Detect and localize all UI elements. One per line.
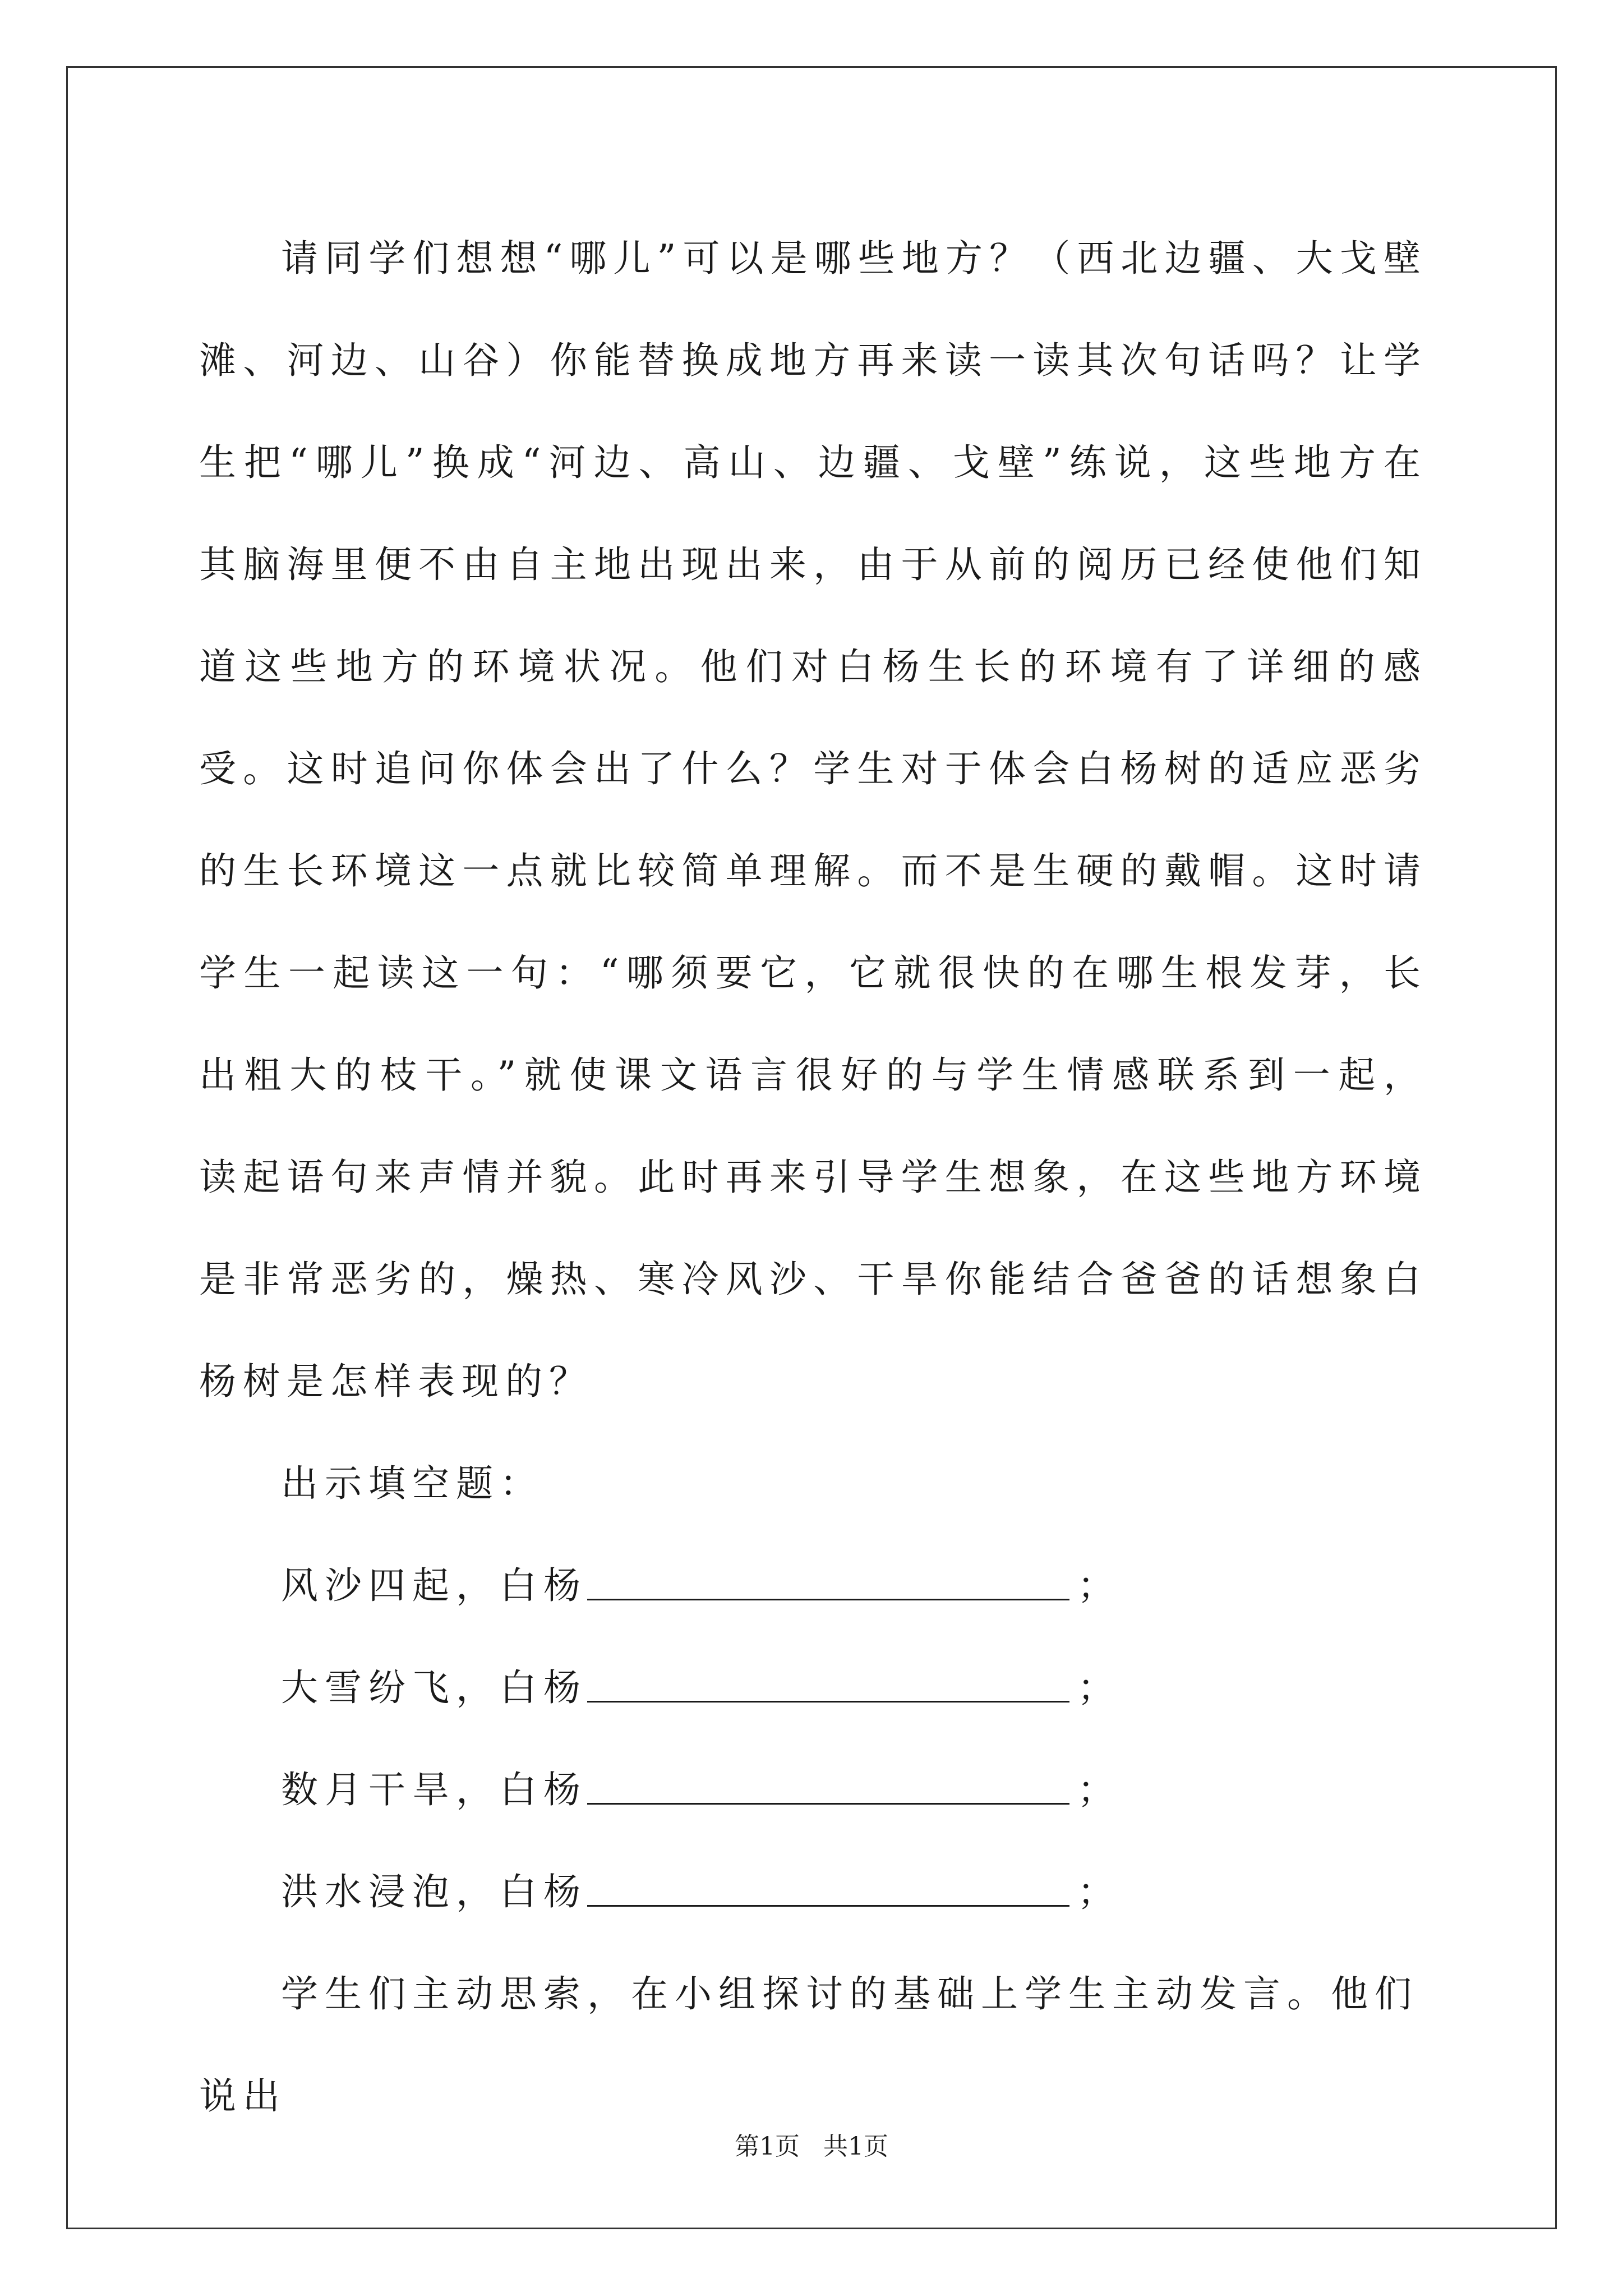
blank-underline: [587, 1769, 1069, 1805]
fill-blank-prompt: 数月干旱，白杨: [281, 1768, 587, 1811]
fill-blank-end: ；: [1077, 1768, 1121, 1811]
fill-blank-line: [199, 1637, 1427, 1739]
paragraph-closing: 学生们主动思索，在小组探讨的基础上学生主动发言。他们说出: [199, 1972, 1418, 2118]
paragraph-fill-heading: 出示填空题：: [281, 1462, 543, 1505]
fill-blank-prompt: 风沙四起，白杨: [281, 1564, 587, 1607]
fill-blank-end: ；: [1077, 1666, 1121, 1709]
fill-blank-end: ；: [1077, 1564, 1121, 1607]
blank-underline: [587, 1565, 1069, 1600]
document-body: [199, 208, 1427, 2147]
blank-underline: [587, 1667, 1069, 1703]
fill-blank-line: [199, 1535, 1427, 1637]
page-footer: 第1页 共1页: [735, 2132, 888, 2161]
fill-blank-prompt: 洪水浸泡，白杨: [281, 1870, 587, 1913]
paragraph-intro: 请同学们想想“哪儿”可以是哪些地方？（西北边疆、大戈壁滩、河边、山谷）你能替换成地方再来读一读其次句话吗？让学生把“哪儿”换成“河边、高山、边疆、戈壁”练说，这些地方在其脑海里便不由自主地出现出来，由于从前的阅历已经使他们知道这些地方的环境状况。他们对白杨生长的环境有了详细的感受。这时追问你体会出了什么？学生对于体会白杨树的适应恶劣的生长环境这一点就比较简单理解。而不是生硬的戴帽。这时请学生一起读这一句：“哪须要它，它就很快的在哪生根发芽，长出粗大的枝干。”就使课文语言很好的与学生情感联系到一起，读起语句来声情并貌。此时再来引导学生想象，在这些地方环境是非常恶劣的，燥热、寒冷风沙、干旱你能结合爸爸的话想象白杨树是怎样表现的？: [199, 237, 1427, 1403]
fill-blank-line: [199, 1739, 1427, 1841]
blank-underline: [587, 1871, 1069, 1907]
fill-blank-line: [199, 1841, 1427, 1943]
fill-blank-end: ；: [1077, 1870, 1121, 1913]
fill-blank-prompt: 大雪纷飞，白杨: [281, 1666, 587, 1709]
